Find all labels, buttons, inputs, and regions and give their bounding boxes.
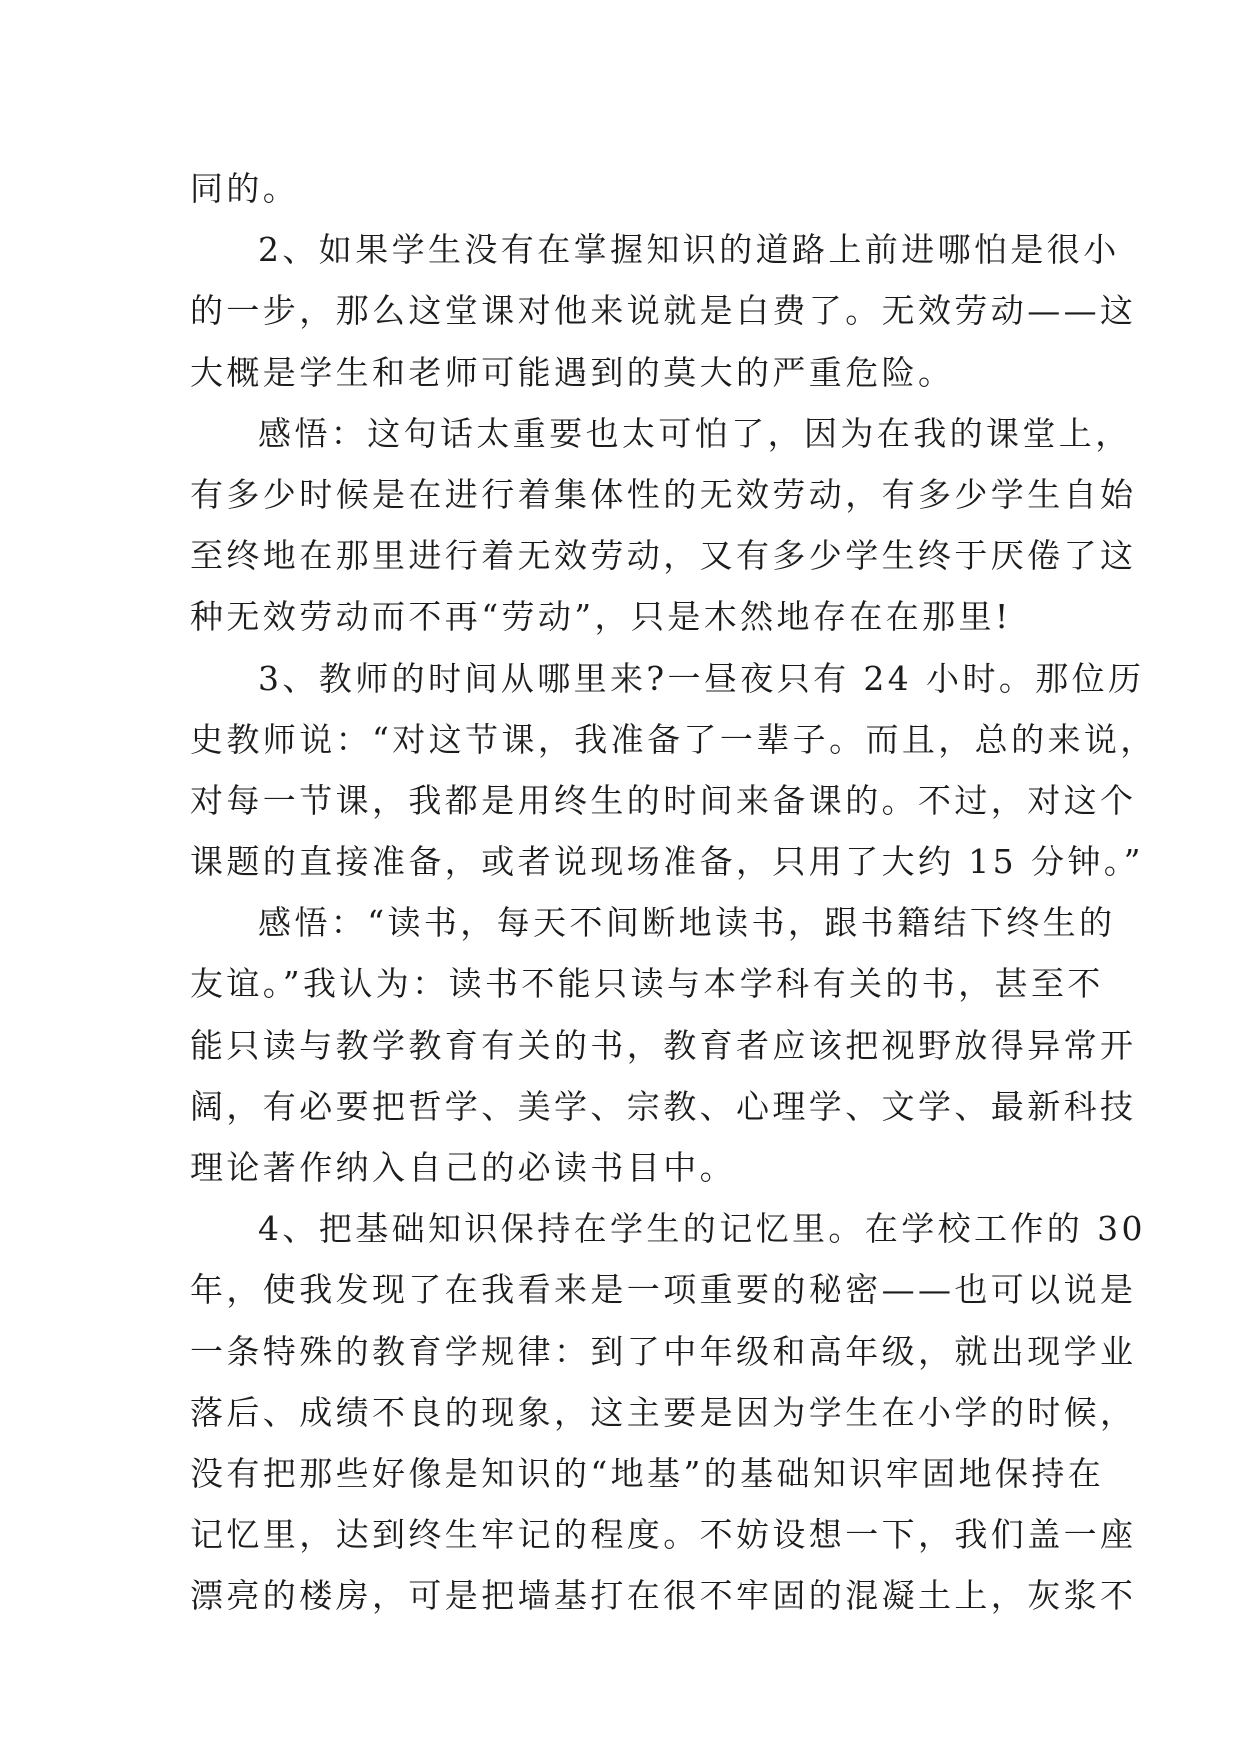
text-line: 一条特殊的教育学规律：到了中年级和高年级，就出现学业 [190,1331,1137,1371]
text-line: 大概是学生和老师可能遇到的莫大的严重危险。 [190,352,955,392]
text-line: 友谊。”我认为：读书不能只读与本学科有关的书，甚至不 [190,964,1104,1004]
text-line: 年，使我发现了在我看来是一项重要的秘密——也可以说是 [190,1270,1137,1310]
text-line: 能只读与教学教育有关的书，教育者应该把视野放得异常开 [190,1025,1137,1065]
text-line: 感悟：“读书，每天不间断地读书，跟书籍结下终生的 [258,903,1116,943]
text-line: 4、把基础知识保持在学生的记忆里。在学校工作的 30 [258,1209,1146,1249]
text-line: 2、如果学生没有在掌握知识的道路上前进哪怕是很小 [258,230,1120,270]
text-line: 至终地在那里进行着无效劳动，又有多少学生终于厌倦了这 [190,536,1137,576]
text-line: 漂亮的楼房，可是把墙基打在很不牢固的混凝土上，灰浆不 [190,1576,1137,1616]
text-line: 阔，有必要把哲学、美学、宗教、心理学、文学、最新科技 [190,1086,1137,1126]
text-line: 有多少时候是在进行着集体性的无效劳动，有多少学生自始 [190,474,1137,514]
text-line: 3、教师的时间从哪里来?一昼夜只有 24 小时。那位历 [258,658,1145,698]
text-line: 没有把那些好像是知识的“地基”的基础知识牢固地保持在 [190,1453,1105,1493]
text-line: 理论著作纳入自己的必读书目中。 [190,1148,736,1187]
text-line: 记忆里，达到终生牢记的程度。不妨设想一下，我们盖一座 [190,1515,1137,1555]
text-line: 史教师说：“对这节课，我准备了一辈子。而且，总的来说， [190,719,1157,759]
document-body [190,158,1157,1627]
text-line: 种无效劳动而不再“劳动”，只是木然地存在在那里! [190,597,1012,637]
text-line: 的一步，那么这堂课对他来说就是白费了。无效劳动——这 [190,291,1137,331]
text-line: 课题的直接准备，或者说现场准备，只用了大约 15 分钟。” [190,842,1144,882]
text-line: 感悟：这句话太重要也太可怕了，因为在我的课堂上， [258,413,1132,453]
text-line: 对每一节课，我都是用终生的时间来备课的。不过，对这个 [190,780,1137,820]
text-line: 落后、成绩不良的现象，这主要是因为学生在小学的时候， [190,1392,1137,1432]
text-line: 同的。 [190,169,300,208]
